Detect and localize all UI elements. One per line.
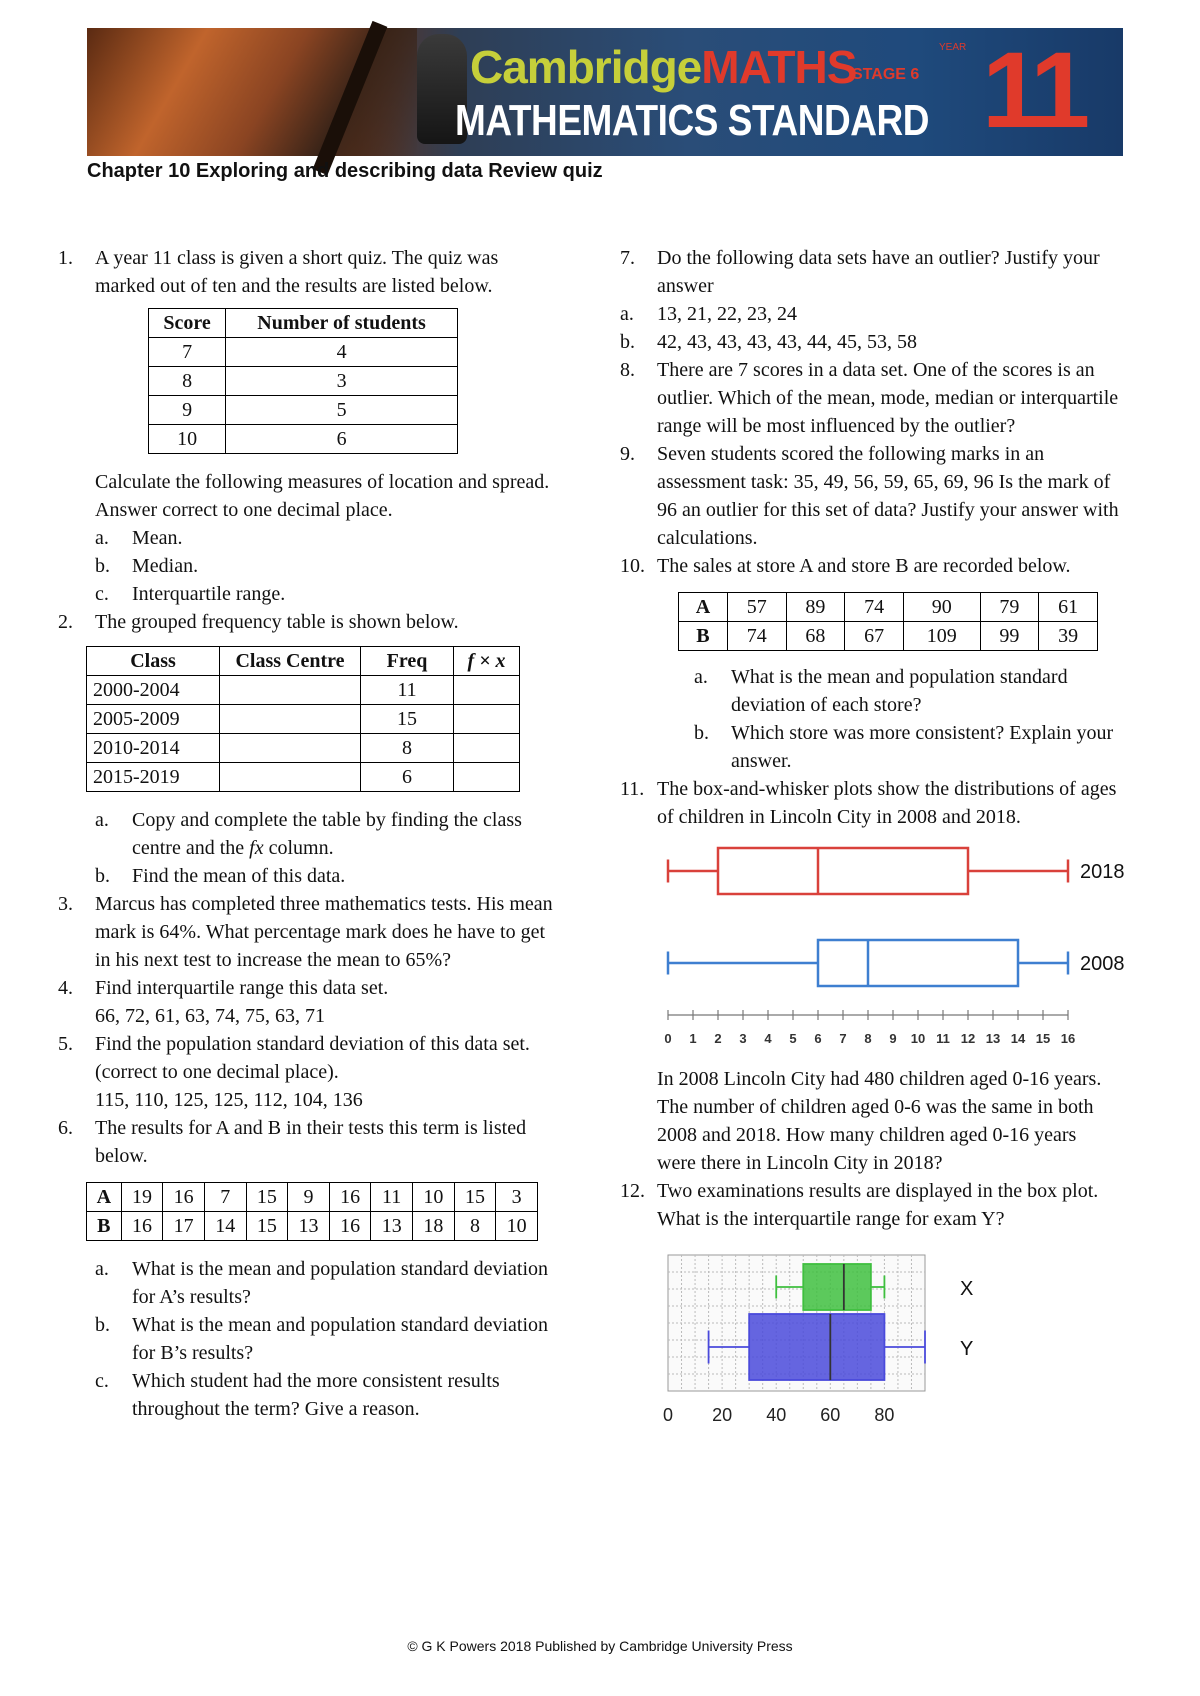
tick-label: 7 (839, 1031, 847, 1046)
question-7: 7. Do the following data sets have an outlier? Justify your answer a. 13, 21, 22, 23, 24 b. 42, 43, 43, 43, 43, 44, 45, 53, 58 (620, 244, 1120, 356)
tick-label: 1 (689, 1031, 697, 1046)
table-row: A 19 16 7 15 9 16 11 10 15 3 (87, 1183, 538, 1212)
tick-label: 8 (864, 1031, 872, 1046)
score-table (148, 308, 458, 454)
year-number: 11 (982, 29, 1085, 150)
question-10: 10. The sales at store A and store B are recorded below. (620, 555, 1071, 577)
sub-question: b. Median. (95, 555, 199, 577)
box-plot-lincoln-ages (620, 843, 1125, 1065)
tick-label: 12 (960, 1031, 976, 1046)
question-4: 4. Find interquartile range this data set. 66, 72, 61, 63, 74, 75, 63, 71 (58, 977, 389, 1027)
left-column (58, 244, 558, 1423)
results-table (86, 1182, 538, 1241)
question-6: 6. The results for A and B in their tests this term is listed below. (58, 1117, 527, 1167)
question-3: 3. Marcus has completed three mathematics tests. His mean mark is 64%. What percentage mark does he have to get in his next test to increase the mean to 65%? (58, 893, 553, 971)
tick-label: 16 (1060, 1031, 1076, 1046)
stage-label: STAGE 6 (852, 66, 920, 83)
table-row: B 16 17 14 15 13 16 13 18 8 10 (87, 1212, 538, 1241)
box-q1-q3 (803, 1264, 871, 1310)
tick-label: 4 (764, 1031, 772, 1046)
sales-table (678, 592, 1098, 651)
tick-label: 20 (712, 1405, 733, 1425)
table-header: Number of students (226, 309, 458, 338)
question-number: 1. (58, 247, 73, 269)
table-row: 8 3 (149, 367, 458, 396)
series-label: 2018 (1080, 861, 1125, 883)
table-row: 7 4 (149, 338, 458, 367)
question-text: Calculate the following measures of location and spread. Answer correct to one decimal place. (95, 471, 550, 521)
table-row: 10 6 (149, 425, 458, 454)
sub-question: b. 42, 43, 43, 43, 43, 44, 45, 53, 58 (620, 331, 917, 353)
table-row: 2010-2014 8 (87, 734, 520, 763)
sub-question: c. Interquartile range. (95, 583, 286, 605)
tick-label: 80 (874, 1405, 895, 1425)
question-1 (58, 244, 558, 300)
sub-question: b. Which store was more consistent? Explain your answer. (694, 722, 1114, 772)
tick-label: 0 (662, 1405, 674, 1425)
question-text: The grouped frequency table is shown below. (95, 611, 459, 633)
box-plot-exams (620, 1251, 1040, 1431)
table-row: 2015-2019 6 (87, 763, 520, 792)
tick-label: 40 (766, 1405, 787, 1425)
tick-label: 6 (814, 1031, 822, 1046)
footer-copyright: © G K Powers 2018 Published by Cambridge University Press (407, 1638, 793, 1654)
header-banner (87, 28, 1123, 156)
table-row: 9 5 (149, 396, 458, 425)
series-label: X (960, 1278, 974, 1300)
tick-label: 5 (789, 1031, 797, 1046)
question-9: 9. Seven students scored the following marks in an assessment task: 35, 49, 56, 59, 65, 69, 96 Is the mark of 96 an outlier for this set of data? Justify your answer with calculations. (620, 443, 1119, 549)
question-text: A year 11 class is given a short quiz. The quiz was marked out of ten and the results are listed below. (95, 247, 499, 297)
box-q1-q3 (718, 848, 968, 894)
sub-question: a. Copy and complete the table by finding the class centre and the fx column. (95, 809, 522, 859)
tick-label: 11 (936, 1031, 950, 1046)
question-text: In 2008 Lincoln City had 480 children aged 0-16 years. The number of children aged 0-6 was the same in both 2008 and 2018. How many children aged 0-16 years were there in Lincoln City in 2018? (657, 1068, 1102, 1174)
sub-question: a. 13, 21, 22, 23, 24 (620, 303, 797, 325)
sub-question: b. What is the mean and population standard deviation for B’s results? (95, 1314, 548, 1364)
question-2: 2. The grouped frequency table is shown below. (58, 608, 558, 636)
question-8: 8. There are 7 scores in a data set. One of the scores is an outlier. Which of the mean, mode, median or interquartile range will be most influenced by the outlier? (620, 359, 1119, 437)
series-label: Y (960, 1338, 974, 1360)
tick-label: 60 (820, 1405, 841, 1425)
tick-label: 3 (739, 1031, 747, 1046)
tick-label: 9 (889, 1031, 897, 1046)
sub-question: c. Which student had the more consistent results throughout the term? Give a reason. (95, 1370, 500, 1420)
question-5: 5. Find the population standard deviation of this data set. (correct to one decimal place). 115, 110, 125, 125, 112, 104, 136 (58, 1033, 530, 1111)
sub-question: a. Mean. (95, 527, 183, 549)
grouped-frequency-table: Class Class Centre Freq f × x 2000-2004 11 2005-2009 15 2010-2014 8 2015-2019 6 (86, 646, 520, 792)
tick-label: 2 (714, 1031, 722, 1046)
box-q1-q3 (818, 940, 1018, 986)
sub-question: a. What is the mean and population standard deviation for A’s results? (95, 1258, 548, 1308)
tick-label: 10 (910, 1031, 926, 1046)
chapter-title: Chapter 10 Exploring and describing data Review quiz (87, 160, 603, 182)
right-column (620, 244, 1125, 1431)
brand-logo: CambridgeMATHS (470, 41, 857, 93)
question-11: 11. The box-and-whisker plots show the distributions of ages of children in Lincoln City in 2008 and 2018. (620, 778, 1117, 828)
tick-label: 15 (1035, 1031, 1051, 1046)
sub-question: a. What is the mean and population standard deviation of each store? (694, 666, 1068, 716)
series-label: 2008 (1080, 953, 1125, 975)
tick-label: 14 (1010, 1031, 1026, 1046)
sub-question: b. Find the mean of this data. (95, 865, 346, 887)
year-label: YEAR (939, 42, 967, 53)
question-12: 12. Two examinations results are displayed in the box plot. What is the interquartile range for exam Y? (620, 1180, 1099, 1230)
tick-label: 13 (985, 1031, 1001, 1046)
table-row: B 74 68 67 109 99 39 (679, 622, 1098, 651)
book-subtitle: MATHEMATICS STANDARD (455, 96, 930, 145)
box-q1-q3 (749, 1314, 884, 1380)
table-header: Score (149, 309, 226, 338)
table-row: 2000-2004 11 (87, 676, 520, 705)
tick-label: 0 (664, 1031, 672, 1046)
table-row: A 57 89 74 90 79 61 (679, 593, 1098, 622)
table-row: 2005-2009 15 (87, 705, 520, 734)
